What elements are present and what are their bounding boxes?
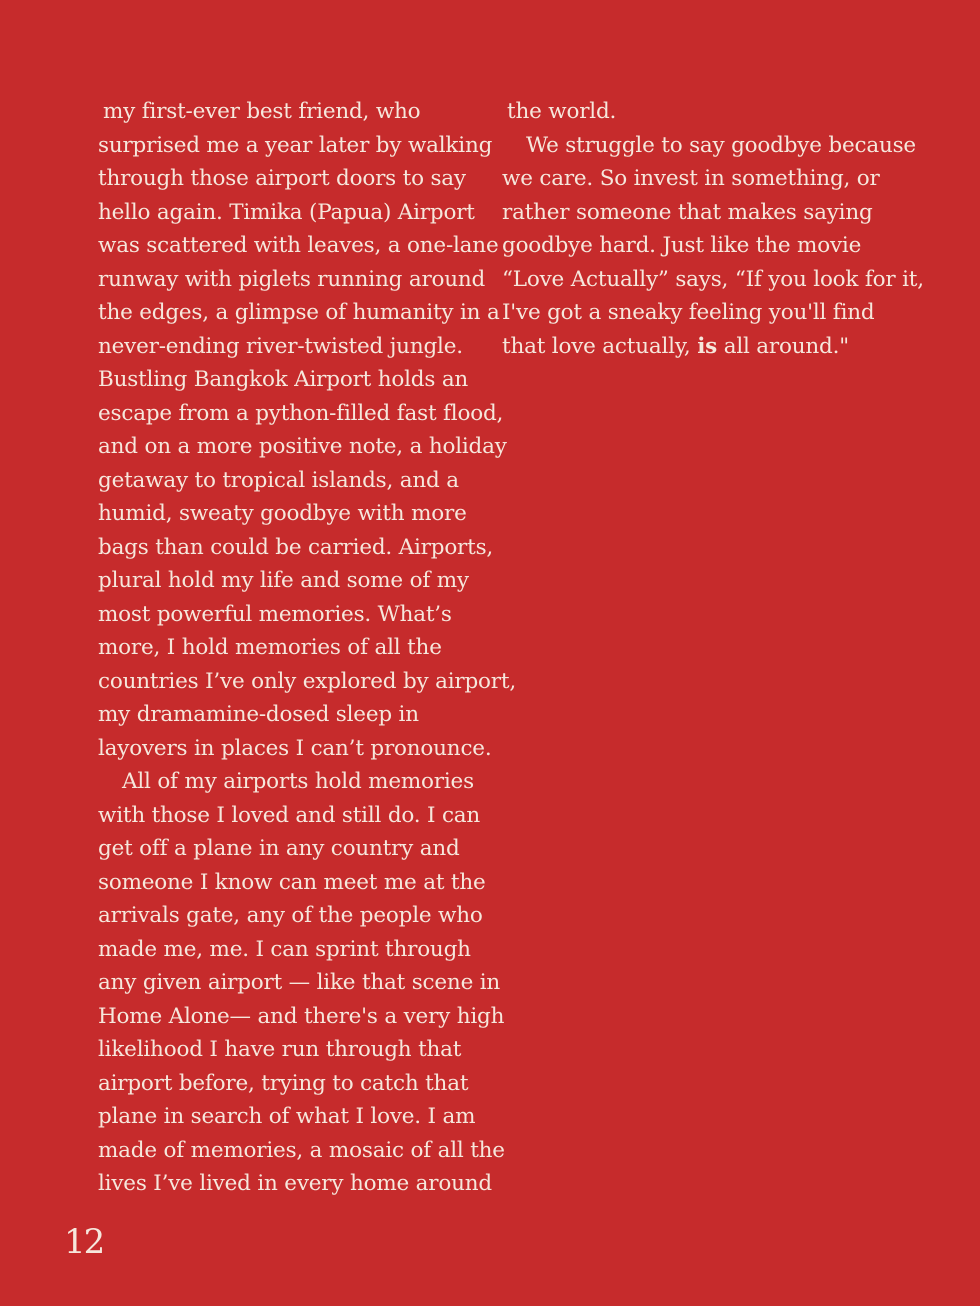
text-line: made me, me. I can sprint through — [98, 936, 471, 962]
text-line: with those I loved and still do. I can — [98, 802, 481, 828]
text-line: any given airport — like that scene in — [98, 970, 501, 995]
text-line: layovers in places I can’t pronounce. — [98, 735, 492, 761]
text-line: bags than could be carried. Airports, — [98, 534, 494, 560]
right-text-column — [502, 95, 924, 363]
text-line: lives I’ve lived in every home around — [98, 1171, 492, 1196]
text-line: surprised me a year later by walking — [98, 132, 493, 158]
text-line: escape from a python-filled fast flood, — [98, 400, 504, 426]
text-line: runway with piglets running around — [98, 266, 486, 292]
text-line: and on a more positive note, a holiday — [98, 434, 507, 459]
text-line: plural hold my life and some of my — [98, 568, 469, 593]
text-line: likelihood I have run through that — [98, 1037, 462, 1062]
text-line: through those airport doors to say — [98, 166, 466, 191]
text-line-final — [502, 330, 882, 364]
text-line: humid, sweaty goodbye with more — [98, 501, 467, 526]
text-line: made of memories, a mosaic of all the — [98, 1137, 505, 1163]
text-line: more, I hold memories of all the — [98, 635, 442, 660]
text-line: the edges, a glimpse of humanity in a — [98, 300, 500, 325]
text-line: goodbye hard. Just like the movie — [502, 233, 862, 258]
left-text-column — [98, 95, 516, 1201]
text-line: someone I know can meet me at the — [98, 869, 486, 895]
text-fragment: all around." — [717, 333, 849, 359]
text-line: Home Alone— and there's a very high — [98, 1003, 505, 1029]
text-line: never-ending river-twisted jungle. — [98, 333, 463, 359]
text-line: airport before, trying to catch that — [98, 1070, 469, 1096]
text-line: arrivals gate, any of the people who — [98, 903, 483, 928]
bold-emphasis: is — [697, 333, 718, 359]
text-line: get off a plane in any country and — [98, 836, 460, 861]
text-line: We struggle to say goodbye because — [526, 132, 916, 158]
text-line: most powerful memories. What’s — [98, 601, 452, 627]
text-line: countries I’ve only explored by airport, — [98, 668, 516, 694]
text-line: hello again. Timika (Papua) Airport — [98, 199, 475, 225]
text-line: I've got a sneaky feeling you'll find — [502, 300, 875, 325]
text-fragment: that love actually, — [502, 333, 698, 359]
text-line: my first-ever best friend, who — [103, 99, 421, 124]
text-line: my dramamine-dosed sleep in — [98, 702, 419, 727]
text-line: we care. So invest in something, or — [502, 166, 880, 191]
page-number: 12 — [64, 1222, 104, 1262]
text-line: rather someone that makes saying — [502, 199, 873, 225]
text-line: getaway to tropical islands, and a — [98, 467, 459, 493]
text-line: Bustling Bangkok Airport holds an — [98, 367, 469, 392]
text-line: the world. — [507, 99, 617, 124]
text-line: “Love Actually” says, “If you look for it, — [502, 266, 924, 292]
text-line: plane in search of what I love. I am — [98, 1104, 476, 1129]
text-line: was scattered with leaves, a one-lane — [98, 233, 499, 258]
text-line: All of my airports hold memories — [122, 769, 474, 794]
